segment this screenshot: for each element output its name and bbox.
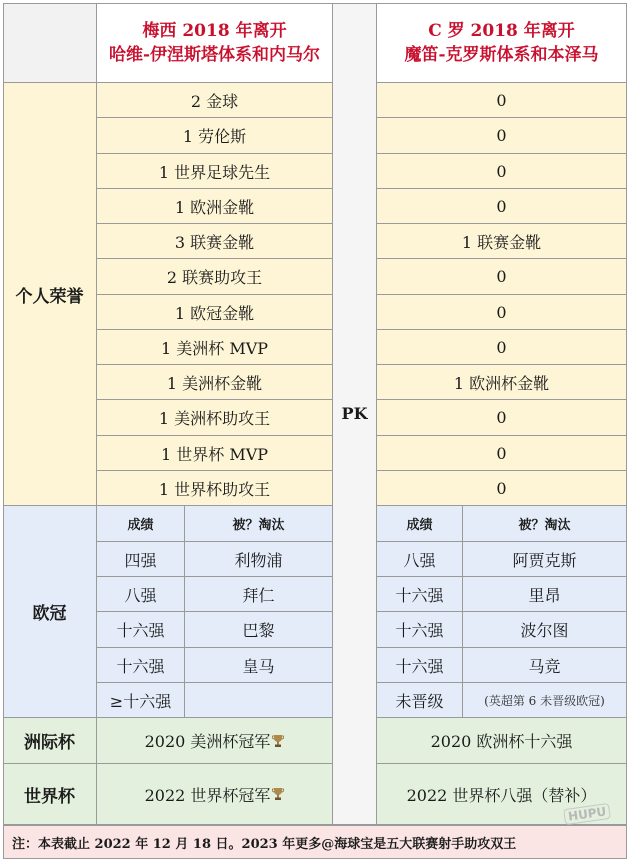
ronaldo-honor-text: 1 联赛金靴 (461, 232, 542, 252)
ronaldo-ucl-by-text: 阿贾克斯 (512, 550, 577, 570)
messi-honor-cell (97, 118, 333, 154)
continental-label-text: 洲际杯 (24, 733, 75, 753)
messi-ucl-col-by (185, 506, 333, 542)
messi-honor-text: 1 世界杯助攻王 (158, 479, 271, 499)
ronaldo-honor-text: 0 (496, 196, 507, 216)
ronaldo-honor-cell (377, 400, 627, 436)
messi-honor-text: 1 美洲杯 MVP (160, 338, 269, 358)
footer-note-text: 注：本表截止 2022 年 12 月 18 日。2023 年更多@海球宝是五大联赛射手助攻双王 (12, 836, 517, 852)
messi-ucl-result (97, 612, 185, 648)
messi-honor-text: 1 劳伦斯 (182, 127, 247, 146)
messi-honor-cell (97, 259, 333, 295)
messi-ucl-result (97, 648, 185, 683)
ronaldo-worldcup-text: 2022 世界杯八强（替补） (406, 785, 597, 805)
messi-honor-cell (97, 83, 333, 118)
ronaldo-ucl-by-text: 里昂 (528, 585, 561, 605)
ronaldo-ucl-result-text: 十六强 (395, 621, 444, 640)
ronaldo-honor-text: 0 (496, 161, 507, 181)
messi-honor-text: 2 联赛助攻王 (166, 268, 263, 287)
messi-honor-cell (97, 365, 333, 400)
messi-honor-text: 1 美洲杯金靴 (166, 373, 263, 393)
ronaldo-ucl-by (463, 542, 627, 577)
ronaldo-honor-cell (377, 83, 627, 118)
worldcup-label (3, 764, 97, 825)
messi-ucl-result-text: ≥十六强 (109, 691, 172, 711)
ronaldo-honor-cell (377, 436, 627, 471)
messi-ucl-by (185, 683, 333, 718)
ronaldo-ucl-col-by (463, 506, 627, 542)
ronaldo-ucl-result-text: 八强 (403, 550, 436, 570)
ronaldo-header (377, 3, 627, 83)
ronaldo-honor-text: 0 (496, 267, 507, 286)
ronaldo-ucl-result (377, 577, 463, 612)
ronaldo-ucl-col-result (377, 506, 463, 542)
messi-continental (97, 718, 333, 764)
messi-honor-cell (97, 471, 333, 506)
ronaldo-ucl-by-text: (英超第 6 未晋级欧冠) (484, 693, 605, 708)
messi-worldcup (97, 764, 333, 825)
ronaldo-honor-text: 1 欧洲杯金靴 (453, 373, 550, 393)
messi-honor-cell (97, 400, 333, 436)
ronaldo-ucl-by-text: 马竞 (528, 656, 561, 676)
watermark-text: HUPU (566, 804, 607, 824)
ronaldo-honor-text: 0 (496, 90, 507, 110)
ronaldo-honor-cell (377, 189, 627, 224)
messi-continental-text: 2020 美洲杯冠军 (144, 732, 271, 751)
ronaldo-honor-text: 0 (496, 337, 507, 357)
col-result-text: 成绩 (406, 518, 433, 533)
ronaldo-ucl-by-text: 波尔图 (520, 621, 569, 640)
col-by-text: 被？淘汰 (232, 518, 285, 533)
ronaldo-honor-cell (377, 330, 627, 365)
messi-ucl-result (97, 577, 185, 612)
ronaldo-ucl-result (377, 648, 463, 683)
pk-label: PK (341, 404, 368, 423)
ronaldo-honor-cell (377, 259, 627, 295)
ronaldo-ucl-result-text: 十六强 (395, 585, 444, 605)
ronaldo-header-line2: 魔笛-克罗斯体系和本泽马 (404, 44, 599, 65)
ronaldo-honor-text: 0 (496, 408, 507, 427)
messi-worldcup-text: 2022 世界杯冠军 (144, 785, 271, 805)
ronaldo-honor-cell (377, 118, 627, 154)
ronaldo-ucl-by (463, 612, 627, 648)
messi-honor-text: 1 美洲杯助攻王 (158, 409, 271, 428)
messi-header-line1: 梅西 2018 年离开 (142, 20, 287, 41)
ronaldo-ucl-result (377, 612, 463, 648)
messi-ucl-by-text: 皇马 (242, 656, 275, 676)
messi-ucl-by-text: 巴黎 (242, 621, 275, 640)
messi-honor-cell (97, 189, 333, 224)
messi-ucl-col-result (97, 506, 185, 542)
messi-honor-cell (97, 154, 333, 189)
messi-ucl-result (97, 542, 185, 577)
footer-note (3, 825, 627, 859)
messi-ucl-result (97, 683, 185, 718)
messi-honor-text: 1 世界足球先生 (158, 162, 271, 182)
ronaldo-continental (377, 718, 627, 764)
ronaldo-ucl-result-text: 未晋级 (395, 691, 444, 711)
pk-column (333, 3, 377, 825)
ronaldo-ucl-by (463, 577, 627, 612)
ronaldo-honor-cell (377, 295, 627, 330)
messi-honor-text: 3 联赛金靴 (174, 232, 255, 252)
messi-header (97, 3, 333, 83)
messi-ucl-by-text: 拜仁 (242, 585, 275, 605)
messi-honor-cell (97, 224, 333, 259)
ronaldo-honor-text: 0 (496, 443, 507, 463)
continental-label (3, 718, 97, 764)
messi-honor-cell (97, 295, 333, 330)
ronaldo-honor-text: 0 (496, 302, 507, 322)
ronaldo-ucl-result (377, 542, 463, 577)
ucl-label-text: 欧冠 (32, 604, 67, 624)
ronaldo-ucl-by (463, 683, 627, 718)
messi-honor-text: 1 欧冠金靴 (174, 303, 255, 323)
corner-cell (3, 3, 97, 83)
messi-ucl-by (185, 648, 333, 683)
messi-ucl-result-text: 十六强 (116, 656, 165, 676)
messi-ucl-result-text: 四强 (124, 550, 157, 570)
ronaldo-honor-text: 0 (496, 478, 507, 498)
trophy-icon (272, 787, 284, 801)
messi-ucl-by (185, 577, 333, 612)
col-result-text: 成绩 (127, 518, 154, 533)
messi-honor-text: 1 欧洲金靴 (174, 197, 255, 217)
honors-label-text: 个人荣誉 (15, 286, 84, 307)
messi-ucl-result-text: 十六强 (116, 621, 165, 640)
ronaldo-honor-cell (377, 154, 627, 189)
messi-honor-cell (97, 330, 333, 365)
messi-honor-text: 1 世界杯 MVP (160, 444, 269, 464)
ronaldo-honor-cell (377, 471, 627, 506)
ronaldo-ucl-result (377, 683, 463, 718)
ronaldo-ucl-by (463, 648, 627, 683)
col-by-text: 被？淘汰 (518, 518, 571, 533)
messi-header-line2: 哈维-伊涅斯塔体系和内马尔 (108, 44, 321, 65)
messi-honor-cell (97, 436, 333, 471)
ronaldo-continental-text: 2020 欧洲杯十六强 (430, 732, 573, 751)
honors-label (3, 83, 97, 506)
ronaldo-honor-text: 0 (496, 126, 507, 145)
ronaldo-ucl-result-text: 十六强 (395, 656, 444, 676)
trophy-icon (272, 734, 284, 748)
messi-ucl-by (185, 542, 333, 577)
worldcup-label-text: 世界杯 (24, 786, 75, 807)
ronaldo-header-line1: C 罗 2018 年离开 (428, 20, 575, 41)
messi-ucl-result-text: 八强 (124, 585, 157, 605)
messi-ucl-by (185, 612, 333, 648)
messi-honor-text: 2 金球 (190, 91, 239, 111)
ronaldo-honor-cell (377, 365, 627, 400)
messi-ucl-by-text: 利物浦 (234, 550, 283, 570)
ronaldo-honor-cell (377, 224, 627, 259)
ucl-label (3, 506, 97, 718)
